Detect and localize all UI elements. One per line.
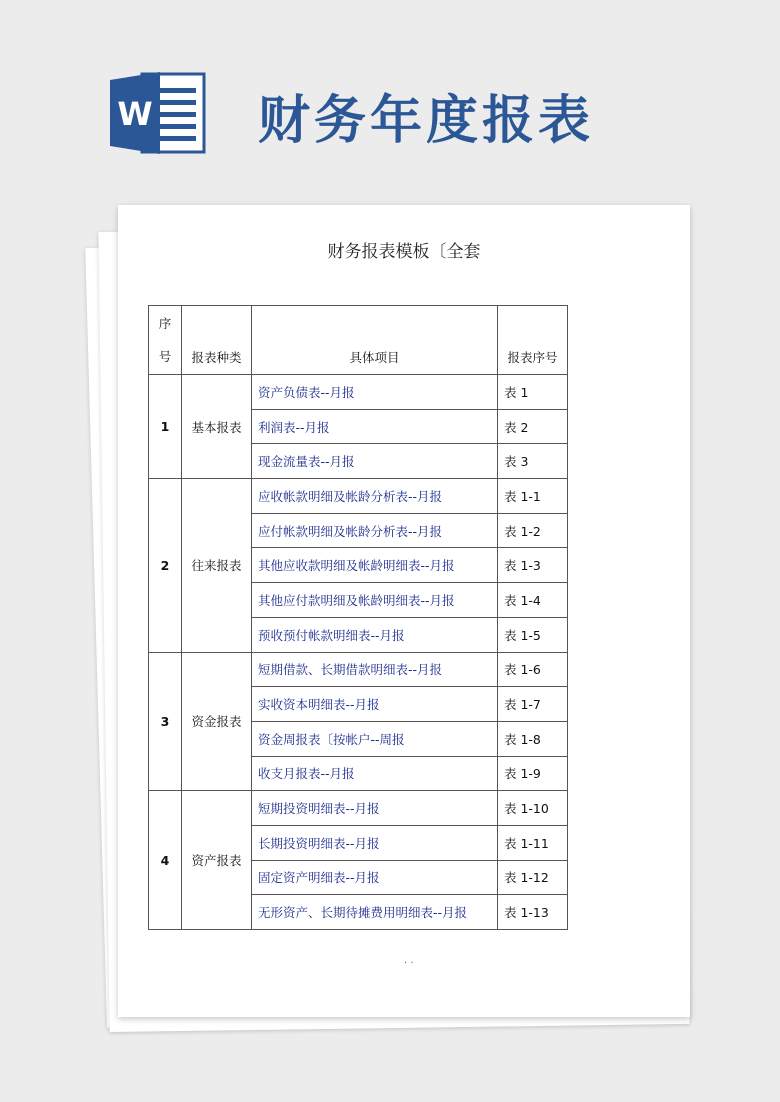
report-number: 表 1-9 [498,756,568,791]
word-logo-icon [108,70,208,156]
report-number: 表 3 [498,444,568,479]
report-number: 表 1-5 [498,617,568,652]
report-number: 表 1-6 [498,652,568,687]
table-row [149,375,568,410]
report-item: 无形资产、长期待摊费用明细表--月报 [252,895,498,930]
report-item: 短期投资明细表--月报 [252,791,498,826]
report-item: 其他应付款明细及帐龄明细表--月报 [252,583,498,618]
header-seq-bottom: 号 [158,349,172,364]
document-page [118,205,690,1017]
report-number: 表 1-3 [498,548,568,583]
report-item: 收支月报表--月报 [252,756,498,791]
report-number: 表 1-13 [498,895,568,930]
report-item: 其他应收款明细及帐龄明细表--月报 [252,548,498,583]
report-item: 现金流量表--月报 [252,444,498,479]
report-item: 长期投资明细表--月报 [252,825,498,860]
report-number: 表 2 [498,409,568,444]
table-header-row [149,306,568,375]
group-type: 资产报表 [182,791,252,930]
header-type: 报表种类 [182,306,252,375]
report-item: 资金周报表〔按帐户--周报 [252,721,498,756]
group-type: 往来报表 [182,479,252,652]
header-seq [149,306,182,375]
table-row [149,791,568,826]
report-item: 固定资产明细表--月报 [252,860,498,895]
report-item: 预收预付帐款明细表--月报 [252,617,498,652]
group-seq: 4 [149,791,182,930]
group-type: 资金报表 [182,652,252,791]
report-number: 表 1-8 [498,721,568,756]
report-number: 表 1-10 [498,791,568,826]
report-item: 应付帐款明细及帐龄分析表--月报 [252,513,498,548]
group-seq: 2 [149,479,182,652]
report-item: 资产负债表--月报 [252,375,498,410]
report-number: 表 1-12 [498,860,568,895]
report-number: 表 1-1 [498,479,568,514]
banner [0,0,780,200]
report-number: 表 1-11 [498,825,568,860]
report-item: 短期借款、长期借款明细表--月报 [252,652,498,687]
report-number: 表 1-4 [498,583,568,618]
footer-mark: . . [404,955,414,966]
report-number: 表 1-2 [498,513,568,548]
header-seq-top: 序 [158,316,172,331]
group-seq: 3 [149,652,182,791]
report-item: 实收资本明细表--月报 [252,687,498,722]
report-number: 表 1-7 [498,687,568,722]
banner-title: 财务年度报表 [258,91,595,151]
table-row [149,479,568,514]
report-item: 应收帐款明细及帐龄分析表--月报 [252,479,498,514]
document-title: 财务报表模板〔全套 [327,242,481,262]
svg-text:W: W [117,95,153,133]
group-seq: 1 [149,375,182,479]
report-item: 利润表--月报 [252,409,498,444]
header-item: 具体项目 [252,306,498,375]
table-row [149,652,568,687]
group-type: 基本报表 [182,375,252,479]
header-num: 报表序号 [498,306,568,375]
report-table [148,305,568,930]
report-number: 表 1 [498,375,568,410]
